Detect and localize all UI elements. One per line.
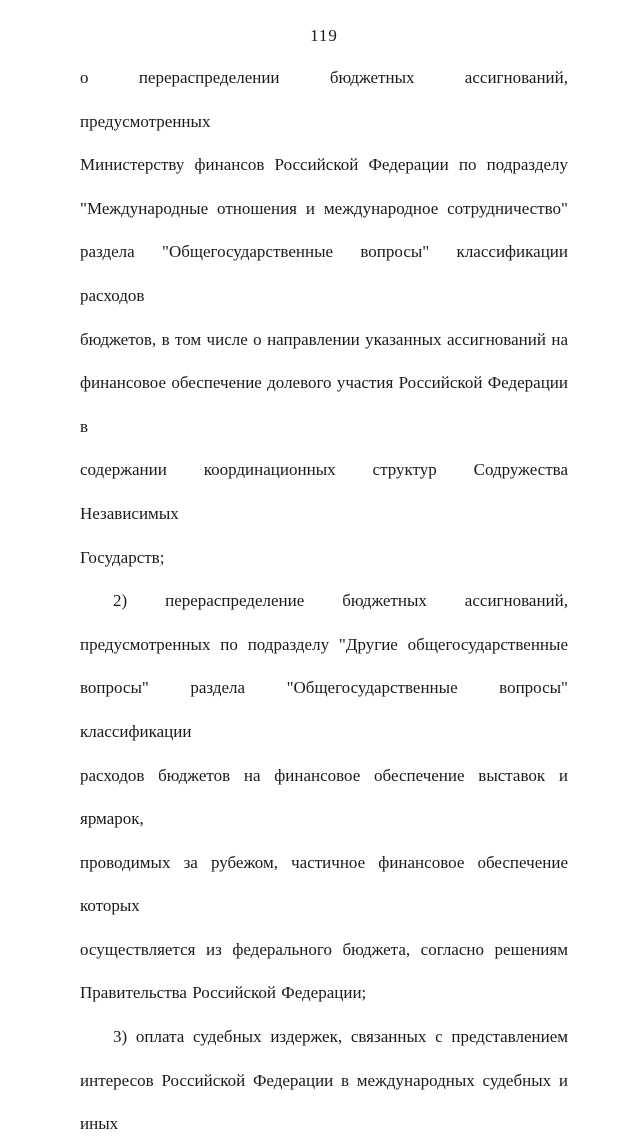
text-line: "Международные отношения и международное сотрудничество" [80,198,568,218]
text-line: Государств; [80,547,165,567]
text-line: бюджетов, в том числе о направлении указанных ассигнований на [80,329,568,349]
paragraph-clause-2 [80,579,568,1015]
paragraph-clause-3 [80,1015,568,1146]
text-line: о перераспределении бюджетных ассигнований, предусмотренных [80,68,568,131]
text-line: Министерству финансов Российской Федерации по подразделу [80,155,568,175]
text-line: Правительства Российской Федерации; [80,983,367,1003]
text-line: 2) перераспределение бюджетных ассигнований, [113,591,568,611]
text-line: содержании координационных структур Содружества Независимых [80,460,568,523]
text-line: расходов бюджетов на финансовое обеспечение выставок и ярмарок, [80,765,568,829]
document-body [80,56,568,1146]
text-line: вопросы" раздела "Общегосударственные вопросы" классификации [80,678,568,741]
text-line: предусмотренных по подразделу "Другие общегосударственные [80,634,568,654]
text-line: раздела "Общегосударственные вопросы" классификации расходов [80,242,568,305]
paragraph-continuation [80,56,568,579]
text-line: проводимых за рубежом, частичное финансовое обеспечение которых [80,852,568,916]
text-line: финансовое обеспечение долевого участия Российской Федерации в [80,373,568,436]
text-line: 3) оплата судебных издержек, связанных с представлением [113,1027,568,1047]
text-line: интересов Российской Федерации в международных судебных и иных [80,1070,568,1134]
page-number: 119 [310,26,338,45]
text-line: осуществляется из федерального бюджета, согласно решениям [80,939,568,959]
